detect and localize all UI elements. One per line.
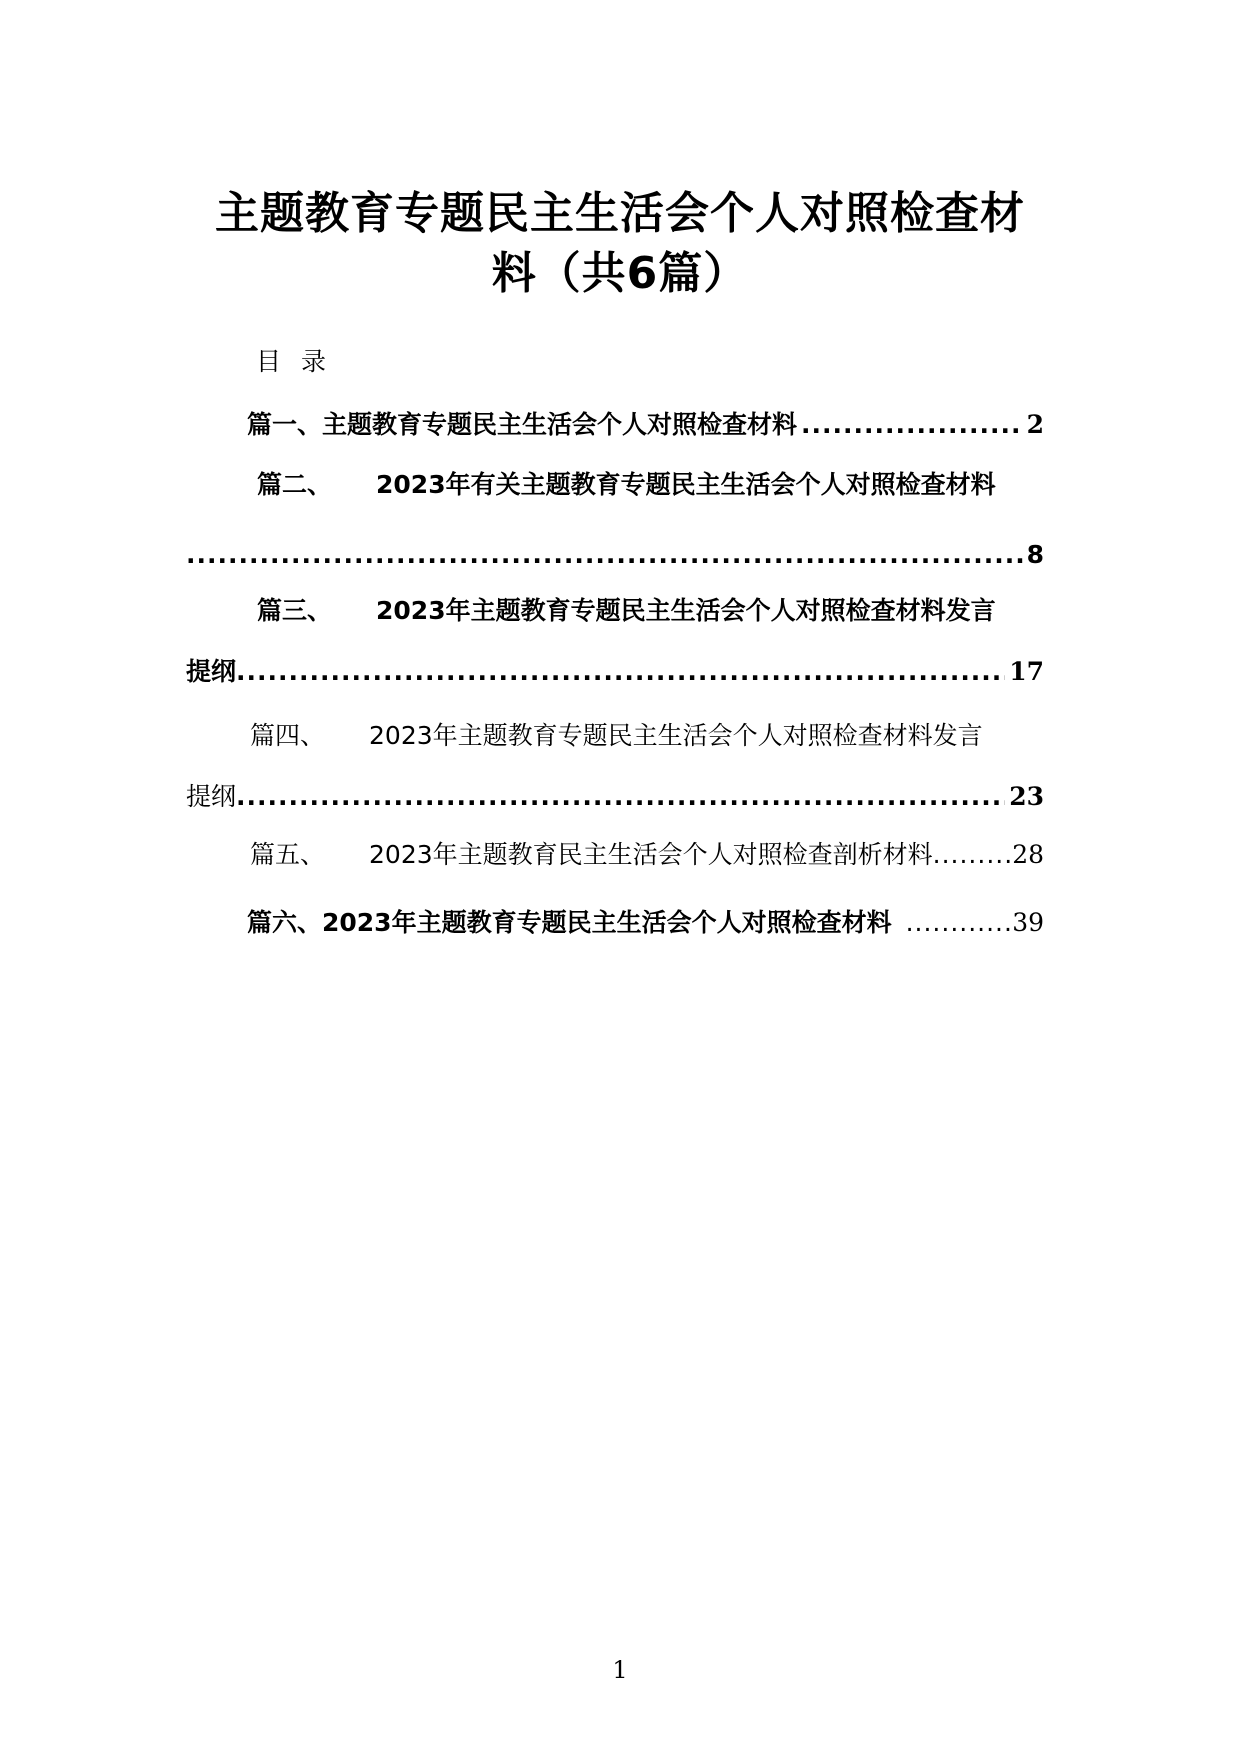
- toc-entry-1[interactable]: [247, 408, 1044, 442]
- toc-entry-4-text: 2023年主题教育专题民主生活会个人对照检查材料发言: [369, 721, 983, 750]
- toc-entry-6-leader: [906, 906, 1013, 940]
- toc-entry-2-continuation[interactable]: [186, 538, 1044, 572]
- document-title-line2: 料（共6篇）: [491, 248, 749, 299]
- toc-entry-3-page: 17: [1009, 657, 1044, 686]
- document-title-line1: 主题教育专题民主生活会个人对照检查材: [215, 188, 1025, 239]
- toc-entry-2[interactable]: [257, 468, 1044, 502]
- page-number: 1: [612, 1656, 628, 1684]
- toc-entry-3-text: 2023年主题教育专题民主生活会个人对照检查材料发言: [376, 596, 996, 625]
- toc-entry-5-text: 2023年主题教育民主生活会个人对照检查剖析材料: [369, 840, 933, 869]
- toc-entry-4-leader: [236, 780, 1005, 814]
- toc-entry-2-text: 2023年有关主题教育专题民主生活会个人对照检查材料: [376, 470, 996, 499]
- toc-entry-1-label: 篇一、主题教育专题民主生活会个人对照检查材料: [247, 410, 798, 439]
- toc-entry-5-leader: [933, 838, 1013, 872]
- toc-entry-5-page: 28: [1012, 840, 1044, 869]
- toc-entry-3-continuation[interactable]: [186, 655, 1044, 689]
- toc-entry-4-continuation[interactable]: [186, 780, 1044, 814]
- toc-entry-2-page: 8: [1026, 540, 1044, 569]
- toc-heading: 目录: [256, 347, 347, 376]
- toc-entry-5[interactable]: [250, 838, 1044, 872]
- toc-entry-3[interactable]: [257, 594, 1044, 628]
- toc-entry-2-leader: [186, 538, 1023, 572]
- toc-entry-3-continuation-text: 提纲: [186, 657, 237, 686]
- toc-entry-5-label: 篇五、: [250, 840, 326, 869]
- toc-entry-6-page: 39: [1012, 908, 1044, 937]
- toc-entry-3-label: 篇三、: [257, 596, 333, 625]
- toc-entry-4-page: 23: [1009, 782, 1044, 811]
- toc-entry-1-leader: [801, 408, 1023, 442]
- toc-entry-2-label: 篇二、: [257, 470, 333, 499]
- toc-entry-4-continuation-text: 提纲: [186, 782, 237, 811]
- toc-entry-4[interactable]: [250, 719, 1044, 753]
- toc-entry-1-page: 2: [1026, 410, 1044, 439]
- toc-entry-6[interactable]: [247, 906, 1044, 940]
- toc-entry-6-label: 篇六、2023年主题教育专题民主生活会个人对照检查材料: [247, 908, 892, 937]
- toc-entry-4-label: 篇四、: [250, 721, 326, 750]
- toc-entry-3-leader: [236, 655, 1005, 689]
